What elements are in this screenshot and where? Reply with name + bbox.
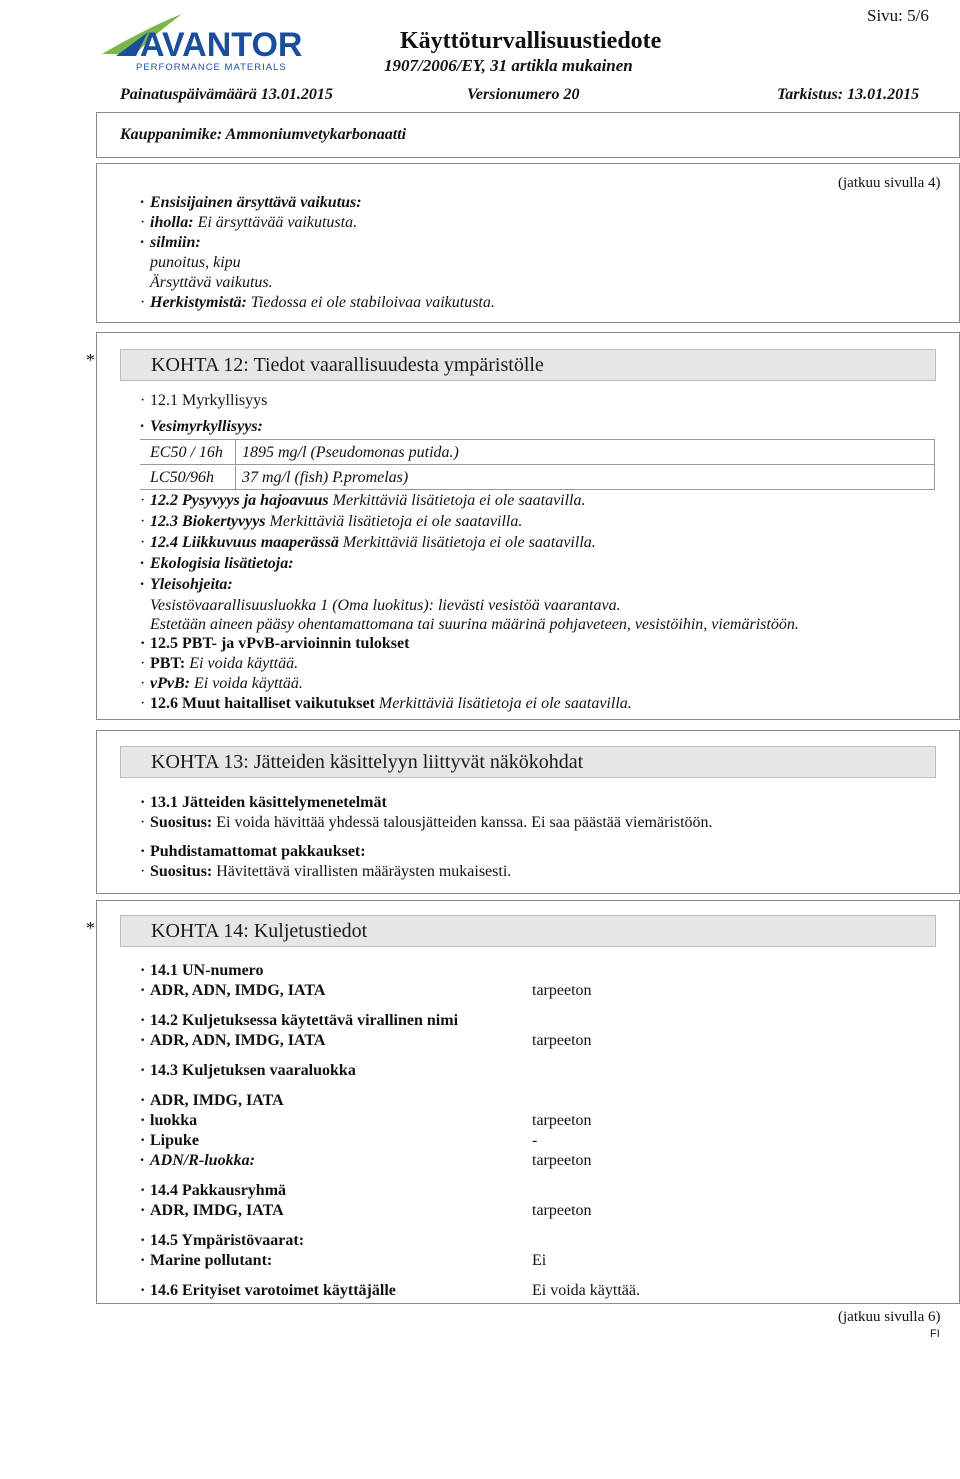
other-adverse-effects: · 12.6 Muut haitalliset vaikutukset Merkittäviä lisätietoja ei ole saatavilla. — [140, 695, 632, 712]
transport-value: tarpeeton — [532, 1152, 592, 1169]
transport-row: · 14.2 Kuljetuksessa käytettävä virallinen nimi — [140, 1012, 459, 1029]
document-subtitle: 1907/2006/EY, 31 artikla mukainen — [384, 56, 633, 75]
transport-value: tarpeeton — [532, 982, 592, 999]
tox-table-divider — [235, 439, 236, 489]
transport-row: · 14.6 Erityiset varotoimet käyttäjälle — [140, 1282, 396, 1299]
country-code: FI — [930, 1328, 940, 1340]
skin-irritation: · iholla: Ei ärsyttävää vaikutusta. — [140, 214, 358, 231]
print-date: Painatuspäivämäärä 13.01.2015 — [120, 86, 333, 103]
section-14-change-marker: * — [86, 918, 95, 938]
trade-name: Kauppanimike: Ammoniumvetykarbonaatti — [120, 126, 407, 143]
transport-row: · 14.5 Ympäristövaarat: — [140, 1232, 305, 1249]
section-12-heading: KOHTA 12: Tiedot vaarallisuudesta ympäristölle — [120, 349, 936, 381]
transport-row: · 14.1 UN-numero — [140, 962, 264, 979]
continued-from: (jatkuu sivulla 4) — [838, 175, 941, 191]
ecological-info: · Ekologisia lisätietoja: — [140, 555, 294, 572]
sensitization: · Herkistymistä: Tiedossa ei ole stabiloivaa vaikutusta. — [140, 294, 495, 311]
transport-value: Ei voida käyttää. — [532, 1282, 640, 1299]
tox-row-label: EC50 / 16h — [150, 444, 223, 461]
logo-wordmark: AVANTOR — [140, 26, 303, 64]
bioaccumulation: · 12.3 Biokertyvyys Merkittäviä lisätietoja ei ole saatavilla. — [140, 513, 523, 530]
page-number: Sivu: 5/6 — [867, 6, 929, 25]
water-hazard-class: Vesistövaarallisuusluokka 1 (Oma luokitus): lievästi vesistöä vaarantava. — [150, 597, 621, 614]
waste-recommendation: · Suositus: Ei voida hävittää yhdessä talousjätteiden kanssa. Ei saa päästää viemäristöön. — [140, 814, 713, 831]
document-title: Käyttöturvallisuustiedote — [400, 28, 662, 54]
pbt-heading: · 12.5 PBT- ja vPvB-arvioinnin tulokset — [140, 635, 410, 652]
transport-row: · Lipuke — [140, 1132, 199, 1149]
packaging-recommendation: · Suositus: Hävitettävä virallisten määräysten mukaisesti. — [140, 863, 512, 880]
tox-row-value: 37 mg/l (fish) P.promelas) — [242, 469, 409, 486]
tox-table-bottom — [140, 489, 935, 490]
soil-mobility: · 12.4 Liikkuvuus maaperässä Merkittäviä lisätietoja ei ole saatavilla. — [140, 534, 596, 551]
transport-row: · Marine pollutant: — [140, 1252, 273, 1269]
section-12-change-marker: * — [86, 350, 95, 370]
transport-row: · 14.3 Kuljetuksen vaaraluokka — [140, 1062, 356, 1079]
transport-value: Ei — [532, 1252, 547, 1269]
eye-irritation-label: · silmiin: — [140, 234, 201, 251]
transport-row: · ADR, IMDG, IATA — [140, 1092, 284, 1109]
version-number: Versionumero 20 — [467, 86, 580, 103]
transport-row: · ADR, ADN, IMDG, IATA — [140, 982, 326, 999]
section-14-heading: KOHTA 14: Kuljetustiedot — [120, 915, 936, 947]
pbt-result: · PBT: Ei voida käyttää. — [140, 655, 299, 672]
tox-row-label: LC50/96h — [150, 469, 215, 486]
eye-effect-1: punoitus, kipu — [150, 254, 241, 271]
section-13-heading: KOHTA 13: Jätteiden käsittelyyn liittyvät näkökohdat — [120, 746, 936, 778]
transport-value: tarpeeton — [532, 1032, 592, 1049]
transport-row: · ADR, IMDG, IATA — [140, 1202, 284, 1219]
transport-row: · luokka — [140, 1112, 198, 1129]
general-advice: · Yleisohjeita: — [140, 576, 233, 593]
toxicity-heading: · 12.1 Myrkyllisyys — [140, 392, 268, 409]
vpvb-result: · vPvB: Ei voida käyttää. — [140, 675, 303, 692]
transport-value: - — [532, 1132, 538, 1149]
primary-irritation: · Ensisijainen ärsyttävä vaikutus: — [140, 194, 362, 211]
tox-table-right-edge — [934, 439, 935, 489]
aquatic-toxicity-label: · Vesimyrkyllisyys: — [140, 418, 263, 435]
continued-to: (jatkuu sivulla 6) — [838, 1309, 941, 1325]
uncleaned-packaging: · Puhdistamattomat pakkaukset: — [140, 843, 366, 860]
prevent-release: Estetään aineen pääsy ohentamattomana tai suurina määrinä pohjaveteen, vesistöihin, viemäristöön. — [150, 616, 799, 633]
avantor-logo — [96, 10, 306, 76]
transport-row: · ADR, ADN, IMDG, IATA — [140, 1032, 326, 1049]
eye-effect-2: Ärsyttävä vaikutus. — [150, 274, 273, 291]
tox-table-top — [140, 439, 935, 440]
transport-row: · ADN/R-luokka: — [140, 1152, 255, 1169]
waste-treatment-heading: · 13.1 Jätteiden käsittelymenetelmät — [140, 794, 387, 811]
revision-date: Tarkistus: 13.01.2015 — [777, 86, 920, 103]
persistence: · 12.2 Pysyvyys ja hajoavuus Merkittäviä lisätietoja ei ole saatavilla. — [140, 492, 586, 509]
tox-table-mid — [140, 464, 935, 465]
transport-value: tarpeeton — [532, 1202, 592, 1219]
logo-subtitle: PERFORMANCE MATERIALS — [136, 62, 287, 73]
tox-row-value: 1895 mg/l (Pseudomonas putida.) — [242, 444, 459, 461]
transport-value: tarpeeton — [532, 1112, 592, 1129]
transport-row: · 14.4 Pakkausryhmä — [140, 1182, 287, 1199]
